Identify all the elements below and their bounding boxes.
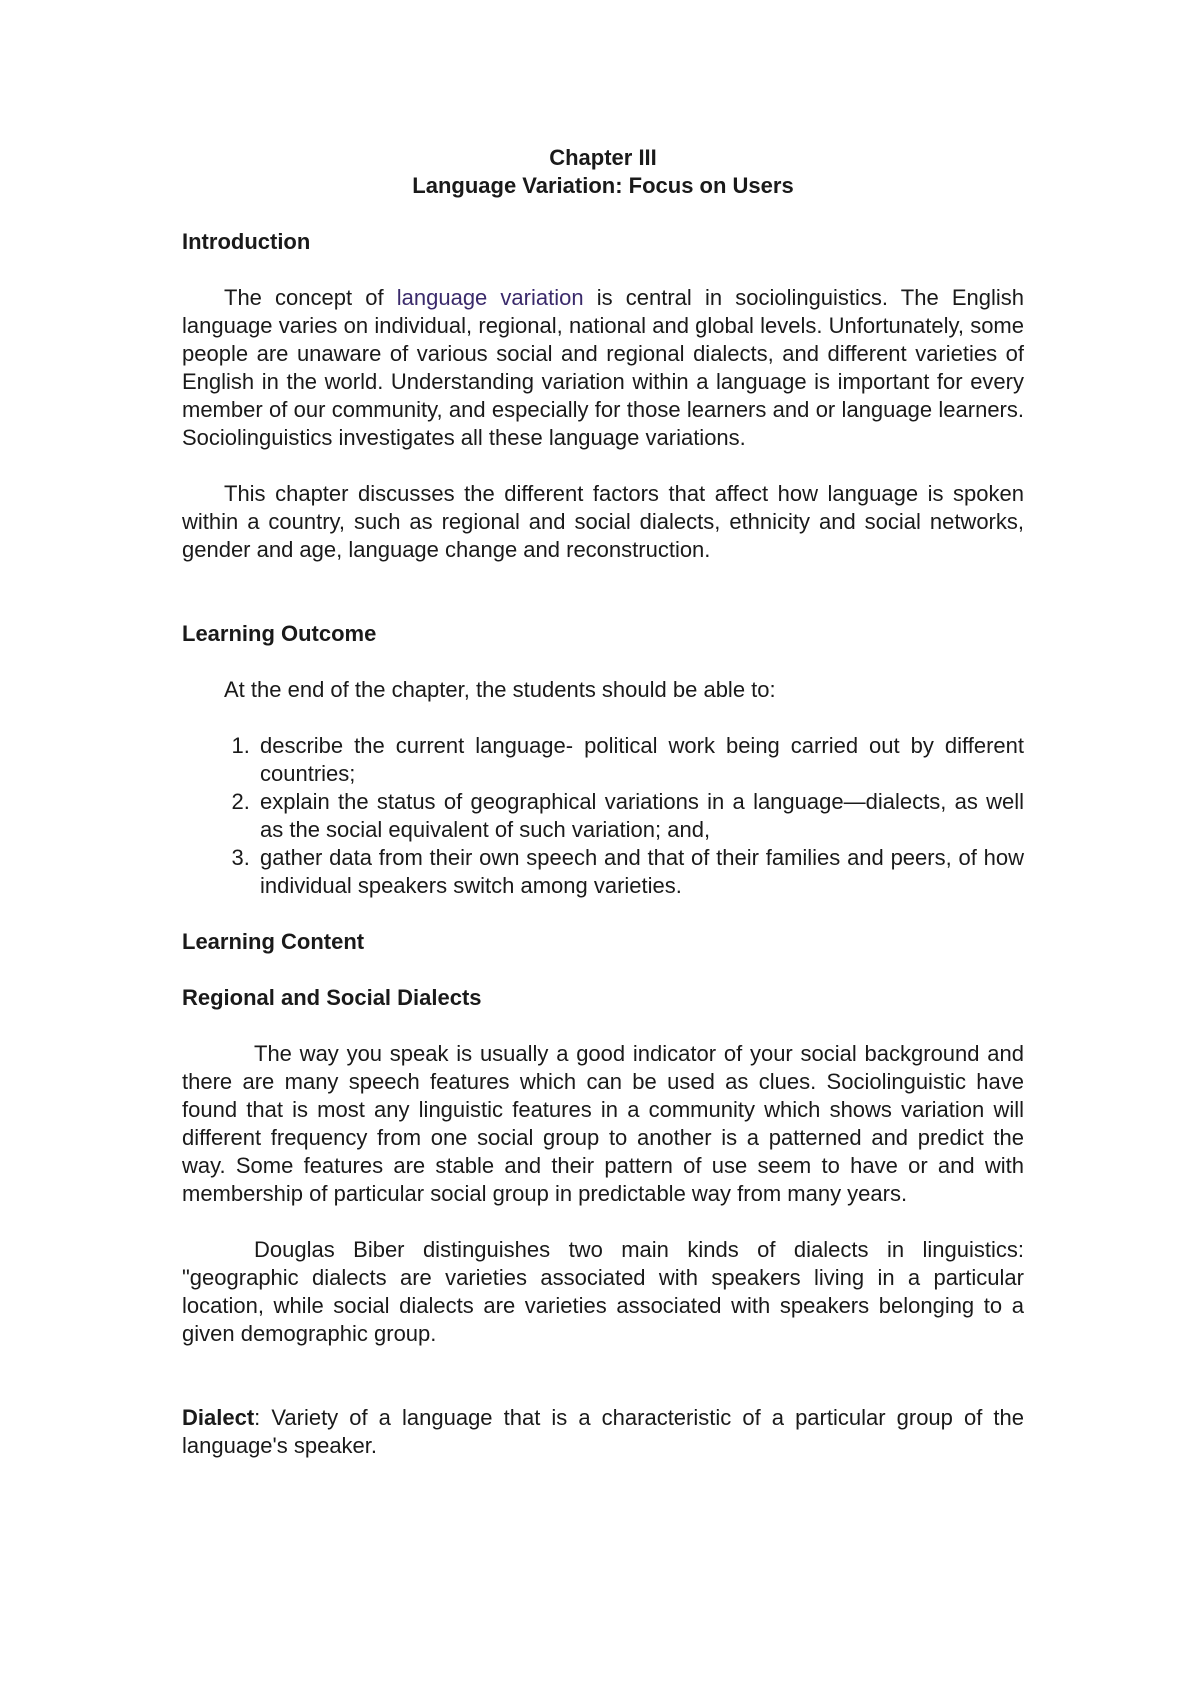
learning-outcome-heading: Learning Outcome [182,621,377,646]
dialect-definition [182,1404,1024,1460]
intro-text-after: is central in sociolinguistics. The English language varies on individual, regional, national and global levels. Unfortunately, some people are unaware of various social and regional dialects, and different varieties of English in the world. Understanding variation within a language is important for every member of our community, and especially for those learners and or language learners. Sociolinguistics investigates all these language variations. [182,285,1024,450]
list-item: 2. explain the status of geographical variations in a language—dialects, as well as the social equivalent of such variation; and, [256,788,1024,844]
language-variation-term: language variation [396,285,584,310]
introduction-paragraph-1 [182,284,1024,452]
learning-outcome-intro: At the end of the chapter, the students should be able to: [224,677,776,702]
chapter-number: Chapter III [549,145,657,170]
dialect-term: Dialect [182,1405,255,1430]
regional-social-paragraph-1: The way you speak is usually a good indicator of your social background and there are many speech features which can be used as clues. Sociolinguistic have found that is most any linguistic features in a community which shows variation will different frequency from one social group to another is a patterned and predict the way. Some features are stable and their pattern of use seem to have or and with membership of particular social group in predictable way from many years. [182,1041,1024,1206]
introduction-heading: Introduction [182,229,311,254]
learning-content-heading: Learning Content [182,929,365,954]
document-page [182,144,1024,1460]
dialect-definition-text: : Variety of a language that is a characteristic of a particular group of the language's speaker. [182,1405,1024,1458]
chapter-title: Language Variation: Focus on Users [412,173,794,198]
list-item: 3. gather data from their own speech and that of their families and peers, of how individual speakers switch among varieties. [256,844,1024,900]
regional-social-dialects-heading: Regional and Social Dialects [182,985,482,1010]
learning-outcome-list [182,732,1024,900]
list-item: 1. describe the current language- political work being carried out by different countries; [256,732,1024,788]
regional-social-paragraph-2: Douglas Biber distinguishes two main kinds of dialects in linguistics: "geographic dialects are varieties associated with speakers living in a particular location, while social dialects are varieties associated with speakers belonging to a given demographic group. [182,1237,1024,1346]
intro-text-before: The concept of [224,285,397,310]
introduction-paragraph-2: This chapter discusses the different factors that affect how language is spoken within a country, such as regional and social dialects, ethnicity and social networks, gender and age, language change and reconstruction. [182,481,1024,562]
